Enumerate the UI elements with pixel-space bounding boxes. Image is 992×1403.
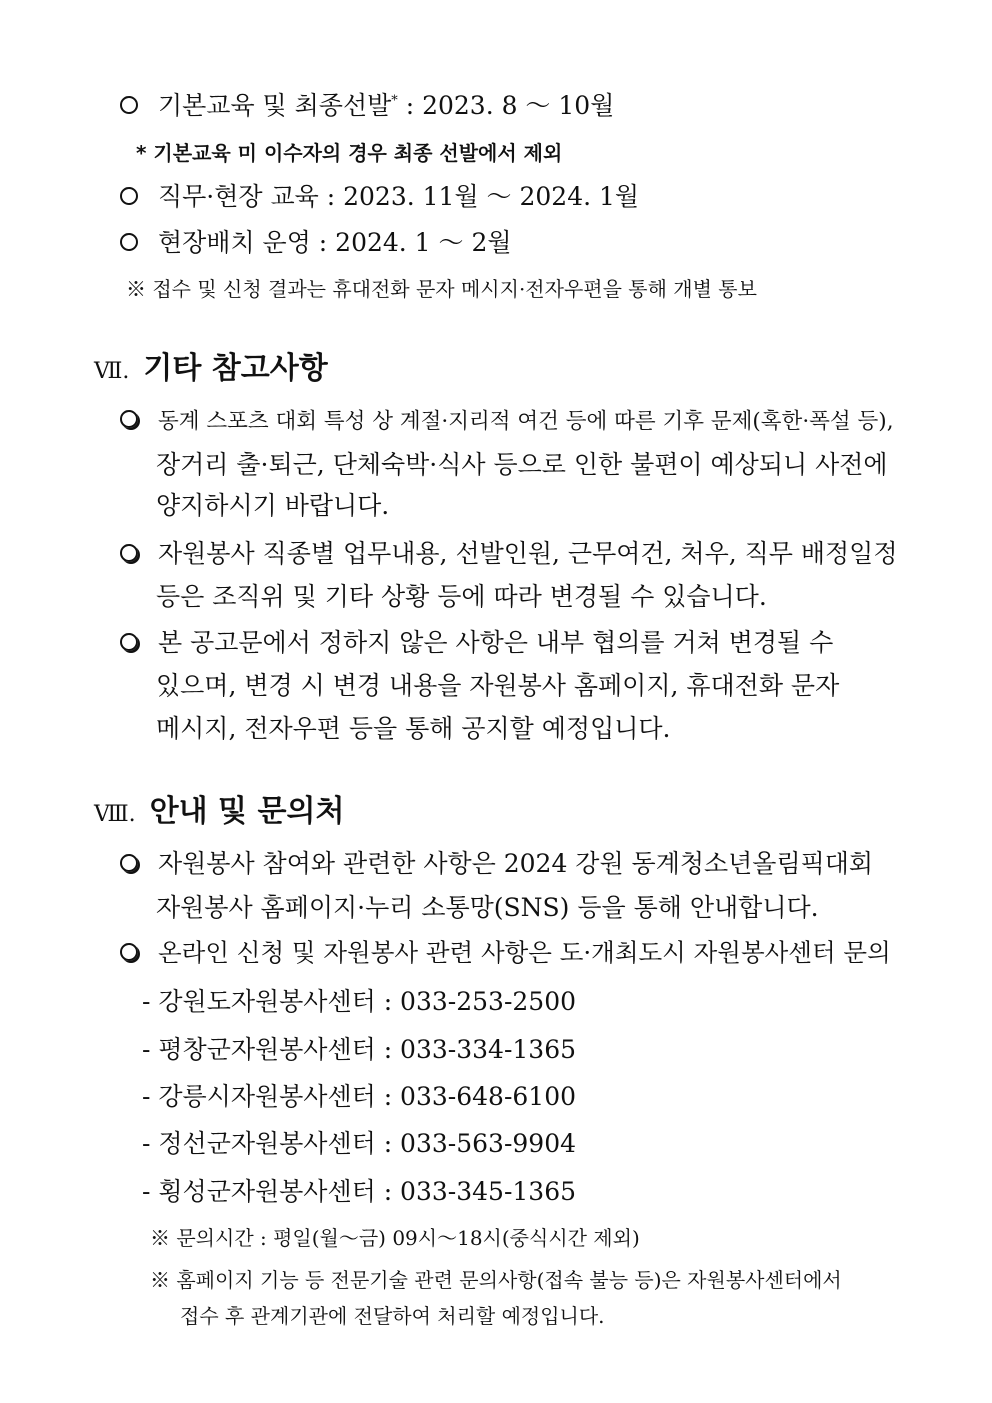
technical-inquiry-note-line-2: 접수 후 관계기관에 전달하여 처리할 예정입니다.	[180, 1304, 605, 1328]
section-8-item-1-line-1: 자원봉사 참여와 관련한 사항은 2024 강원 동계청소년올림픽대회	[120, 851, 873, 876]
circle-bullet-icon	[120, 633, 138, 651]
schedule-item-basic-training: 기본교육 및 최종선발* : 2023. 8 ～ 10월	[120, 93, 614, 118]
contact-hoengseong: - 횡성군자원봉사센터 : 033-345-1365	[142, 1177, 577, 1206]
circle-bullet-icon	[120, 544, 138, 562]
contact-gangneung: - 강릉시자원봉사센터 : 033-648-6100	[142, 1082, 577, 1111]
section-7-item-3-line-1: 본 공고문에서 정하지 않은 사항은 내부 협의를 거쳐 변경될 수	[120, 630, 833, 655]
contact-gangwon: - 강원도자원봉사센터 : 033-253-2500	[142, 987, 577, 1016]
circle-bullet-icon	[120, 943, 138, 961]
contact-pyeongchang: - 평창군자원봉사센터 : 033-334-1365	[142, 1035, 577, 1064]
schedule-note-notification: ※ 접수 및 신청 결과는 휴대전화 문자 메시지·전자우편을 통해 개별 통보	[126, 277, 757, 301]
section-7-item-1-line-2: 장거리 출·퇴근, 단체숙박·식사 등으로 인한 불편이 예상되니 사전에	[156, 450, 888, 479]
section-7-item-3-line-3: 메시지, 전자우편 등을 통해 공지할 예정입니다.	[156, 714, 671, 743]
inquiry-hours-note: ※ 문의시간 : 평일(월～금) 09시～18시(중식시간 제외)	[150, 1226, 640, 1250]
circle-bullet-icon	[120, 410, 138, 428]
circle-bullet-icon	[120, 96, 138, 114]
section-7-item-2-line-2: 등은 조직위 및 기타 상황 등에 따라 변경될 수 있습니다.	[156, 582, 767, 611]
section-7-item-1-line-3: 양지하시기 바랍니다.	[156, 491, 390, 520]
section-7-heading: Ⅶ. 기타 참고사항	[94, 351, 328, 386]
circle-bullet-icon	[120, 854, 138, 872]
schedule-item-field-deployment: 현장배치 운영 : 2024. 1 ～ 2월	[120, 230, 512, 255]
schedule-item-job-training: 직무·현장 교육 : 2023. 11월 ～ 2024. 1월	[120, 184, 639, 209]
circle-bullet-icon	[120, 187, 138, 205]
section-7-item-1-line-1: 동계 스포츠 대회 특성 상 계절·지리적 여건 등에 따른 기후 문제(혹한·폭설 등),	[120, 411, 894, 433]
circle-bullet-icon	[120, 233, 138, 251]
section-7-item-3-line-2: 있으며, 변경 시 변경 내용을 자원봉사 홈페이지, 휴대전화 문자	[156, 671, 840, 700]
section-7-item-2-line-1: 자원봉사 직종별 업무내용, 선발인원, 근무여건, 처우, 직무 배정일정	[120, 541, 897, 566]
schedule-note-basic-training: * 기본교육 미 이수자의 경우 최종 선발에서 제외	[136, 141, 563, 165]
section-8-heading: Ⅷ. 안내 및 문의처	[94, 794, 345, 829]
section-8-item-2: 온라인 신청 및 자원봉사 관련 사항은 도·개최도시 자원봉사센터 문의	[120, 941, 891, 966]
section-8-item-1-line-2: 자원봉사 홈페이지·누리 소통망(SNS) 등을 통해 안내합니다.	[156, 893, 819, 922]
technical-inquiry-note-line-1: ※ 홈페이지 기능 등 전문기술 관련 문의사항(접속 불능 등)은 자원봉사센터에서	[150, 1268, 842, 1292]
contact-jeongseon: - 정선군자원봉사센터 : 033-563-9904	[142, 1129, 577, 1158]
